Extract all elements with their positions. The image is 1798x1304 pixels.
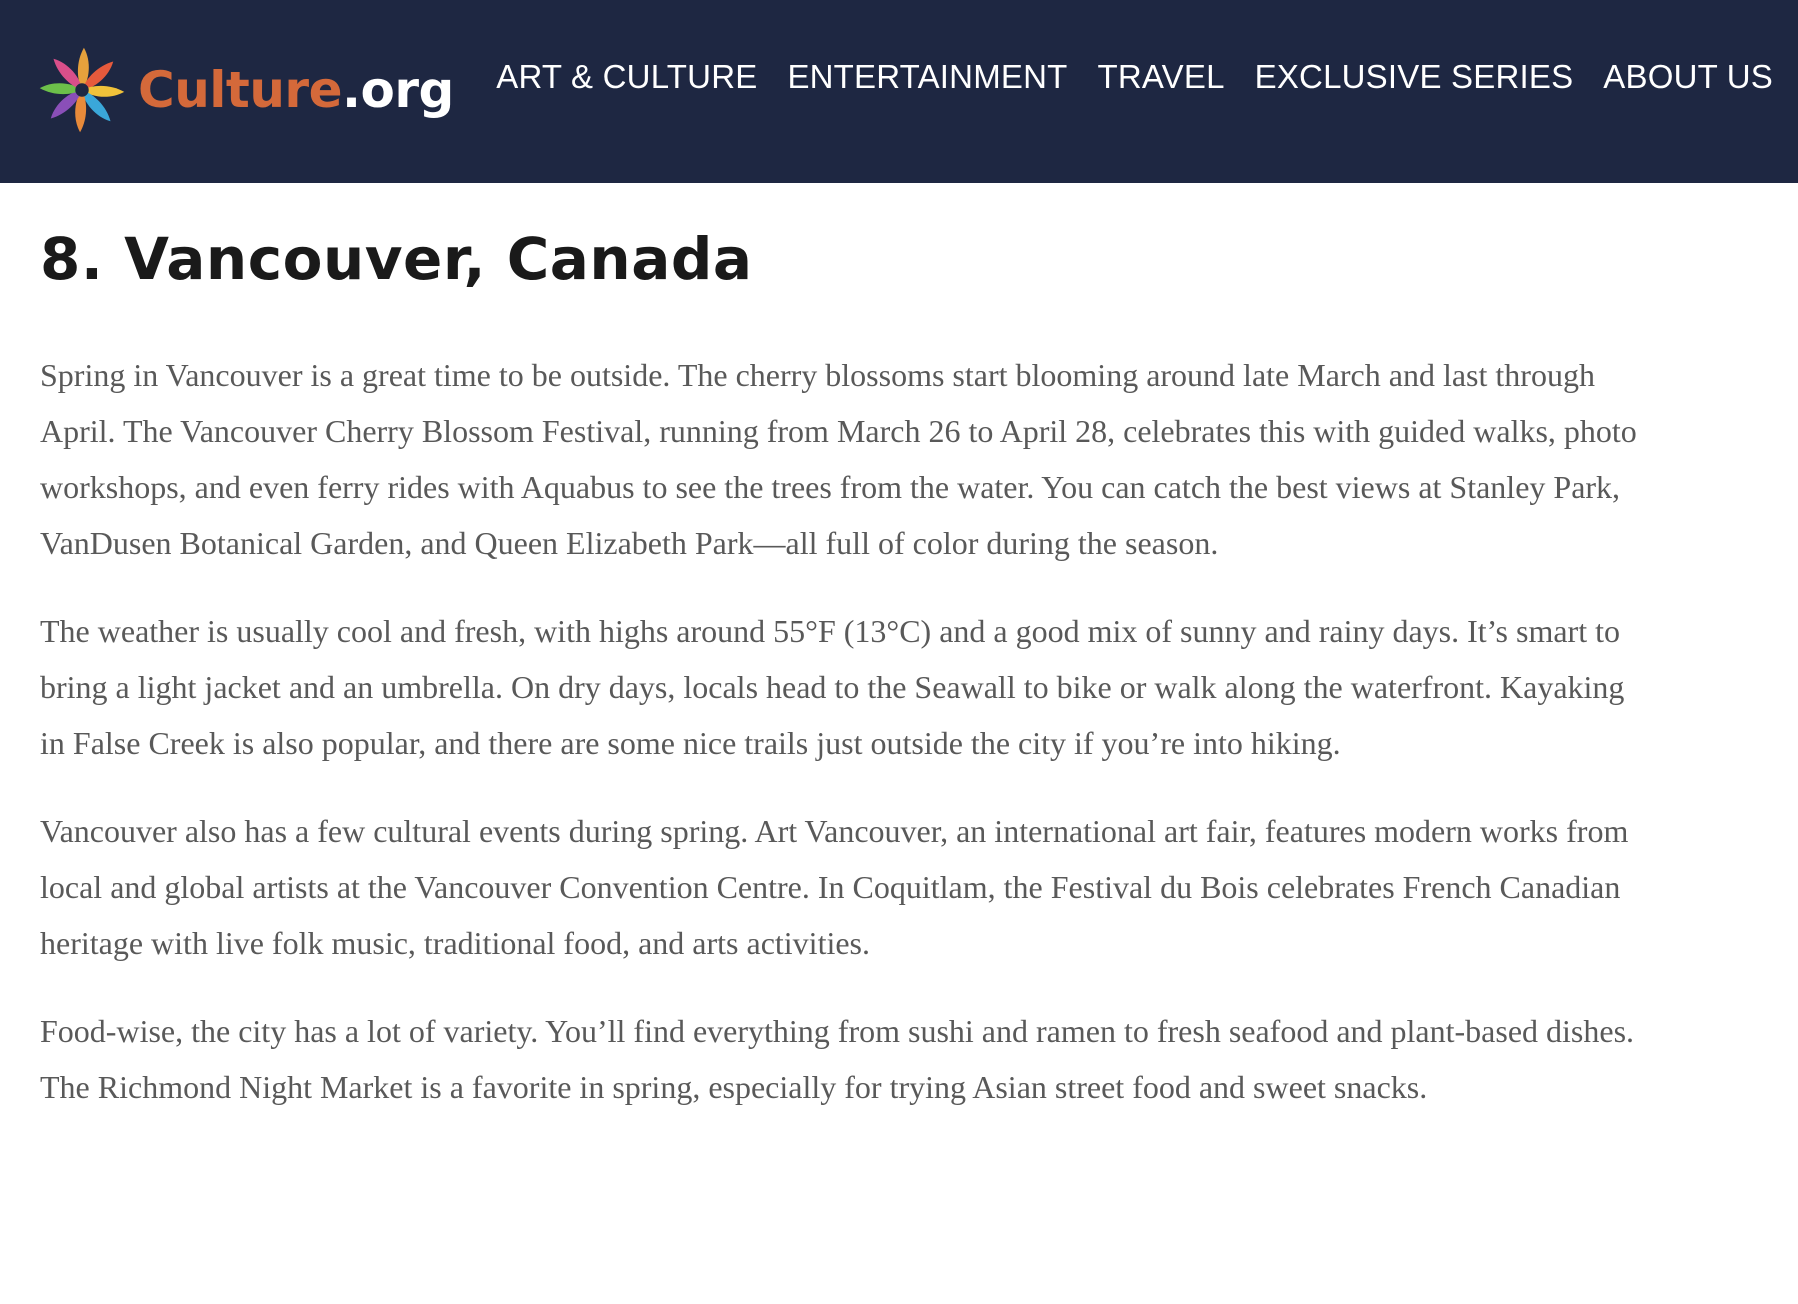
nav-about-us[interactable]: ABOUT US [1603, 58, 1773, 95]
nav-travel[interactable]: TRAVEL [1097, 58, 1225, 95]
article-paragraph: Food-wise, the city has a lot of variety. You’ll find everything from sushi and ramen to fresh seafood and plant-based dishes. The Richmond Night Market is a favorite in spring, especially for trying Asian street food and sweet snacks. [40, 1013, 1635, 1105]
site-header [0, 0, 1798, 183]
article-body [40, 347, 1640, 1147]
logo-name: Culture [138, 61, 342, 119]
logo-wordmark [138, 61, 454, 119]
article-paragraph: Spring in Vancouver is a great time to be outside. The cherry blossoms start blooming around late March and last through April. The Vancouver Cherry Blossom Festival, running from March 26 to April 28, celebrates this with guided walks, photo workshops, and even ferry rides with Aquabus to see the trees from the water. You can catch the best views at Stanley Park, VanDusen Botanical Garden, and Queen Elizabeth Park—all full of color during the season. [40, 357, 1637, 561]
main-nav [496, 58, 1773, 96]
nav-entertainment[interactable]: ENTERTAINMENT [787, 58, 1068, 95]
nav-art-culture[interactable]: ART & CULTURE [496, 58, 758, 95]
article-paragraph: Vancouver also has a few cultural events during spring. Art Vancouver, an international art fair, features modern works from local and global artists at the Vancouver Convention Centre. In Coquitlam, the Festival du Bois celebrates French Canadian heritage with live folk music, traditional food, and arts activities. [40, 813, 1629, 961]
logo-tld: .org [342, 61, 454, 119]
section-heading: 8. Vancouver, Canada [40, 225, 753, 293]
nav-exclusive-series[interactable]: EXCLUSIVE SERIES [1254, 58, 1574, 95]
article-paragraph: The weather is usually cool and fresh, with highs around 55°F (13°C) and a good mix of sunny and rainy days. It’s smart to bring a light jacket and an umbrella. On dry days, locals head to the Seawall to bike or walk along the waterfront. Kayaking in False Creek is also popular, and there are some nice trails just outside the city if you’re into hiking. [40, 613, 1625, 761]
site-logo[interactable] [30, 42, 454, 138]
pinwheel-logo-icon [30, 42, 134, 138]
